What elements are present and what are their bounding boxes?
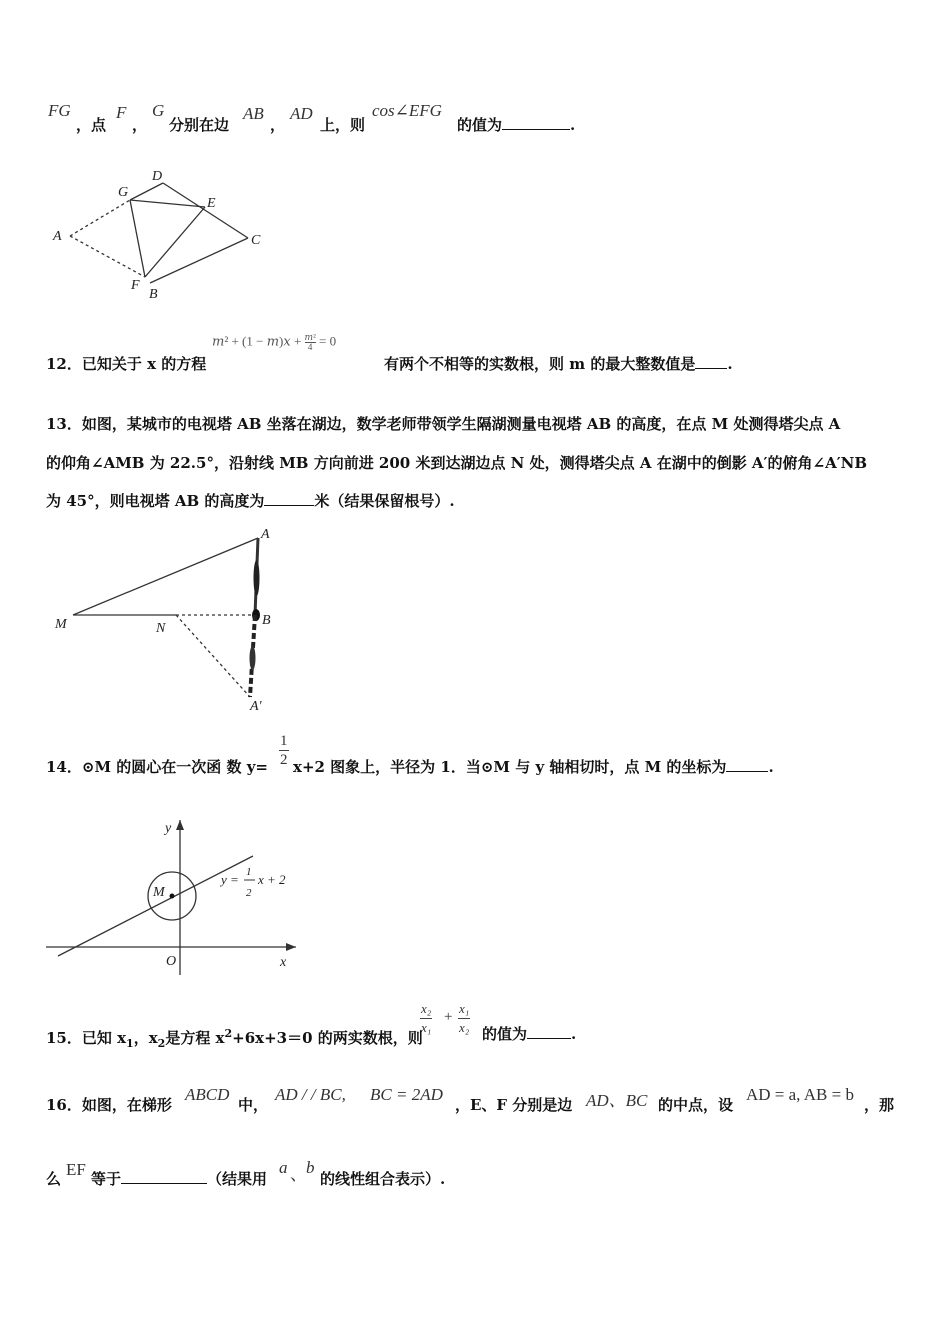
q11-fg: FG xyxy=(48,101,71,120)
q15-fraction-2 xyxy=(458,1000,470,1037)
q14-eq-rhs: x + 2 xyxy=(258,872,286,887)
q15-frac2-den: x₂ xyxy=(459,1020,470,1035)
q11-text-1: ，点 xyxy=(76,116,107,134)
q12-prefix: 12．已知关于 x 的方程 xyxy=(46,355,207,373)
q15-plus: + xyxy=(444,1009,453,1025)
q15-prefix: 15．已知 $x_1$，$x_2$是方程 $x^2+6x+3=0$ 的两实数根，则 xyxy=(46,1027,423,1050)
q12-eq-part-a: 𝑚² + (1 − 𝑚)𝑥 + xyxy=(212,333,305,349)
q15-frac1-den: x₁ xyxy=(421,1020,432,1035)
q16-prefix: 16．如图，在梯形 xyxy=(46,1096,172,1114)
q14-center-dot xyxy=(170,894,175,899)
q14-fraction-num: 1 xyxy=(280,733,288,749)
q11-label-F: F xyxy=(131,278,140,293)
q11-label-B: B xyxy=(149,287,158,302)
q12-eq-denominator: 4 xyxy=(307,342,313,352)
q14-x-arrow xyxy=(286,943,296,951)
q11-label-E: E xyxy=(207,196,216,211)
q16-text-2: ，E、F 分别是边 xyxy=(455,1096,573,1114)
q15-frac1-num: x₂ xyxy=(420,1000,432,1019)
q13-label-A: A xyxy=(261,527,270,542)
q11-label-A: A xyxy=(53,229,62,244)
q11-cos: cos∠EFG xyxy=(372,101,442,120)
q11-text-4: ， xyxy=(270,116,286,134)
q15-fraction-1 xyxy=(420,1000,432,1037)
q15-text: 的值为 . xyxy=(482,1025,577,1043)
q14-y-arrow xyxy=(176,820,184,830)
q11-g: G xyxy=(152,101,165,120)
q13-line-2: 的仰角∠AMB 为 22.5°，沿射线 MB 方向前进 200 米到达湖边点 N 处，测得塔尖点 A 在湖中的倒影 A′的俯角∠A′NB xyxy=(46,454,868,472)
q13-label-M: M xyxy=(55,617,67,632)
q16-abcd: ABCD xyxy=(185,1085,230,1104)
q14-label-O: O xyxy=(166,954,177,969)
q16-text-1: 中， xyxy=(238,1096,269,1114)
q11-text-2: ， xyxy=(132,116,148,134)
q11-label-C: C xyxy=(251,233,261,248)
q16-line2-b: 等于 （结果用 xyxy=(91,1170,268,1188)
q11-ab: AB xyxy=(243,104,264,123)
q14-prefix: 14．⊙M 的圆心在一次函 数 y= xyxy=(46,758,268,776)
q11-f: F xyxy=(116,103,127,122)
q16-parallel: AD / / BC, xyxy=(275,1085,346,1104)
q13-label-N: N xyxy=(156,621,166,636)
q14-eq-lhs: y = xyxy=(221,872,239,887)
q14-label-M: M xyxy=(153,885,165,900)
q16-text-4: ，那 xyxy=(864,1096,895,1114)
q16-ef: EF xyxy=(66,1160,86,1179)
q13-label-A-prime: A′ xyxy=(250,699,262,714)
q16-text-3: 的中点，设 xyxy=(658,1096,734,1114)
q12-eq-part-b: = 0 xyxy=(319,333,337,349)
q16-sep: 、 xyxy=(290,1165,307,1184)
q14-eq-den: 2 xyxy=(246,887,252,899)
q16-line2-a: 么 xyxy=(46,1170,62,1188)
q13-line-3: 为 45°，则电视塔 AB 的高度为 米（结果保留根号）. xyxy=(46,492,455,510)
q16-line2-d: 的线性组合表示）. xyxy=(320,1170,446,1188)
q14-fraction-den: 2 xyxy=(280,752,288,768)
q14-eq-num: 1 xyxy=(246,866,252,878)
q12-text: 有两个不相等的实数根，则 m 的最大整数值是 . xyxy=(384,355,733,373)
q11-text-5: 上，则 xyxy=(320,116,366,134)
q15-frac2-num: x₁ xyxy=(458,1000,470,1019)
q11-ad: AD xyxy=(290,104,313,123)
q14-line xyxy=(58,856,253,956)
q16-bc-eq: BC = 2AD xyxy=(370,1085,443,1104)
q11-text-3: 分别在边 xyxy=(169,116,230,134)
q16-vectors: AD = a, AB = b xyxy=(746,1085,854,1104)
q11-label-G: G xyxy=(118,185,129,200)
q16-b: b xyxy=(306,1158,315,1177)
q11-label-D: D xyxy=(152,169,163,184)
q16-a: a xyxy=(279,1158,288,1177)
q14-label-x: x xyxy=(280,955,287,970)
q14-label-y: y xyxy=(165,821,172,836)
q13-line-1: 13．如图，某城市的电视塔 AB 坐落在湖边，数学老师带领学生隔湖测量电视塔 AB 的高度，在点 M 处测得塔尖点 A xyxy=(46,415,841,433)
q12-eq-numerator: 𝑚² xyxy=(304,332,316,342)
q13-label-B: B xyxy=(262,613,271,628)
q11-text-6: 的值为 . xyxy=(457,116,576,134)
q16-ad-bc: AD、BC xyxy=(586,1091,648,1110)
q14-text: x+2 图象上，半径为 1．当⊙M 与 y 轴相切时，点 M 的坐标为 . xyxy=(293,758,774,776)
